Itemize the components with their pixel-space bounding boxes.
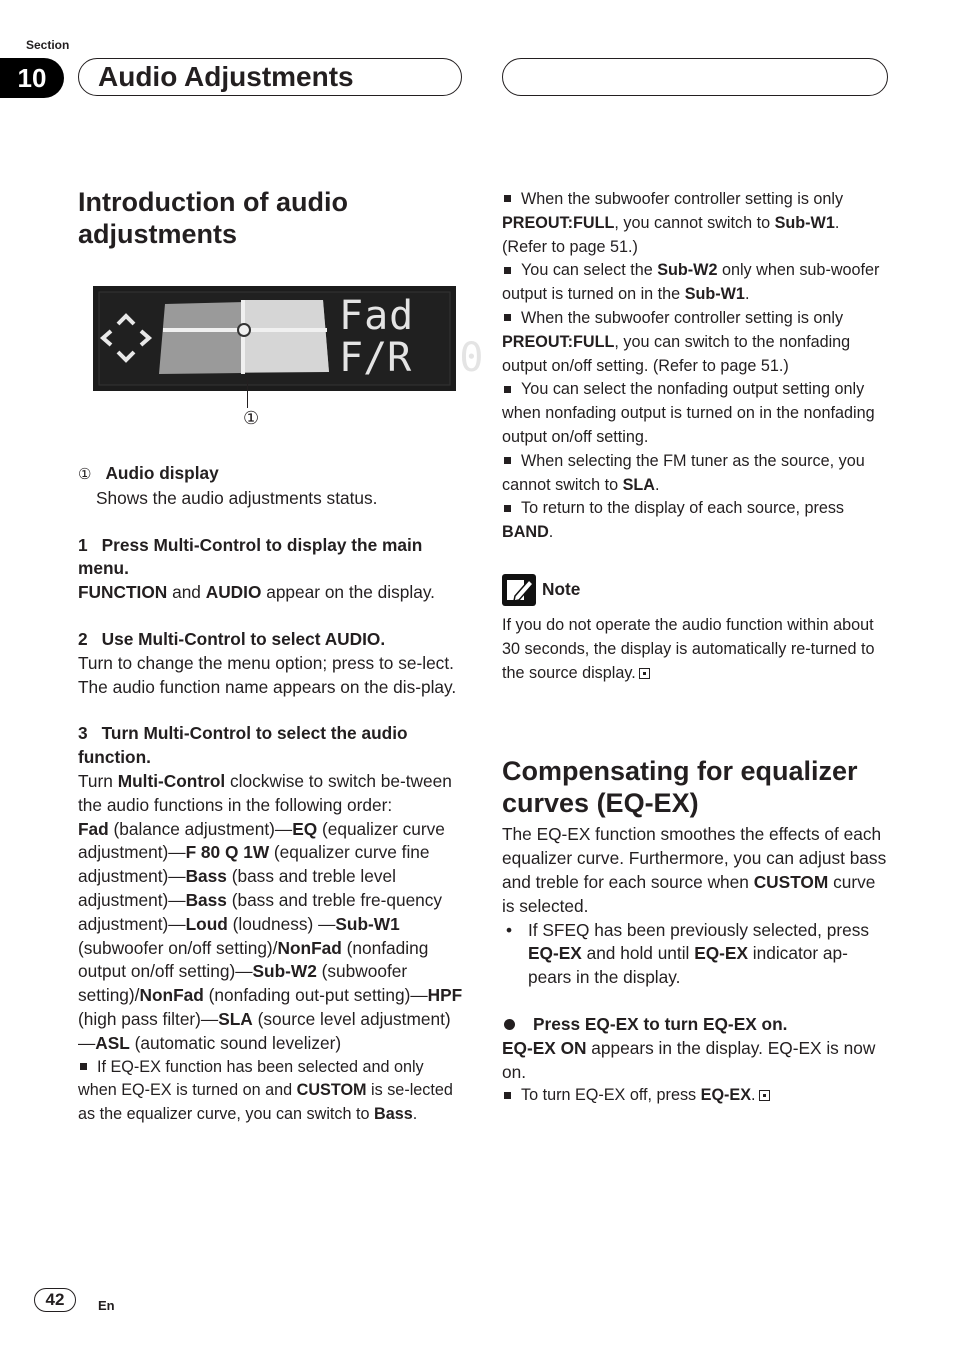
order-function-name: Bass bbox=[185, 866, 227, 887]
right-note-3: When the subwoofer controller setting is only PREOUT:FULL, you can switch to the nonfading output on/off setting. (Refer to page 51.) bbox=[502, 308, 851, 375]
page-title: Audio Adjustments bbox=[98, 61, 354, 92]
callout-marker-label: ① bbox=[78, 466, 92, 483]
order-function-name: SLA bbox=[218, 1008, 253, 1029]
callout-label: Audio display bbox=[105, 463, 219, 483]
callout-line bbox=[247, 378, 248, 408]
order-function-desc: (loudness) — bbox=[227, 913, 336, 934]
order-function-name: NonFad bbox=[139, 985, 204, 1006]
order-function-desc: (bass and treble fre-quency adjustment)— bbox=[78, 889, 443, 934]
left-column bbox=[78, 186, 464, 250]
note-heading: Note bbox=[542, 579, 581, 600]
press-body: EQ-EX ON appears in the display. EQ-EX is now on. bbox=[502, 1037, 876, 1082]
section-number: 10 bbox=[0, 58, 64, 98]
display-text-line1: Fad bbox=[339, 293, 415, 339]
step2-title: Use Multi-Control to select AUDIO. bbox=[101, 628, 386, 649]
right-note-5: When selecting the FM tuner as the source, you cannot switch to SLA. bbox=[502, 451, 865, 494]
right-note-2: You can select the Sub-W2 only when sub-woofer output is turned on in the Sub-W1. bbox=[502, 261, 880, 304]
order-function-desc: (high pass filter)— bbox=[78, 1008, 219, 1029]
step2-body1: Turn to change the menu option; press to se-lect. bbox=[78, 652, 454, 673]
left-text bbox=[78, 462, 464, 1127]
step-dot-icon bbox=[504, 1019, 515, 1030]
step2-body2: The audio function name appears on the dis-play. bbox=[78, 676, 457, 697]
order-function-desc: (balance adjustment)— bbox=[108, 818, 293, 839]
header-empty-frame bbox=[502, 58, 888, 96]
bullet-square-icon bbox=[504, 457, 511, 464]
function-order bbox=[78, 818, 464, 1056]
end-mark-icon bbox=[639, 668, 650, 679]
right-notes bbox=[502, 188, 888, 545]
order-function-desc: (subwoofer on/off setting)/ bbox=[78, 937, 278, 958]
intro-heading: Introduction of audio adjustments bbox=[78, 187, 348, 249]
order-function-name: EQ bbox=[292, 818, 318, 839]
bullet-square-icon bbox=[504, 314, 511, 321]
order-function-desc: (source level adjustment)— bbox=[78, 1008, 451, 1053]
end-mark-icon bbox=[759, 1090, 770, 1101]
step1-body: FUNCTION and AUDIO appear on the display. bbox=[78, 582, 435, 603]
note-header bbox=[502, 574, 888, 606]
step3-title: Turn Multi-Control to select the audio function. bbox=[78, 723, 408, 768]
order-function-desc: (automatic sound levelizer) bbox=[129, 1032, 342, 1053]
step3-body: Turn Multi-Control clockwise to switch be-tween the audio functions in the following order: bbox=[78, 770, 452, 815]
callout-marker: ① bbox=[243, 408, 260, 428]
order-function-desc: (subwoofer setting)/ bbox=[78, 961, 408, 1006]
right-column bbox=[502, 188, 888, 1108]
bullet-square-icon bbox=[504, 195, 511, 202]
right-note-4: You can select the nonfading output setting only when nonfading output is turned on in the nonfading output on/off setting. bbox=[502, 380, 875, 446]
step1-num: 1 bbox=[78, 534, 88, 555]
order-function-desc: (equalizer curve fine adjustment)— bbox=[78, 842, 430, 887]
order-function-desc: (equalizer curve adjustment)— bbox=[78, 818, 445, 863]
note-pencil-icon bbox=[502, 574, 536, 606]
callout-desc: Shows the audio adjustments status. bbox=[96, 487, 378, 508]
order-function-name: Bass bbox=[185, 889, 227, 910]
note-body: If you do not operate the audio function within about 30 seconds, the display is automatically re-turned to the source display. bbox=[502, 615, 875, 682]
order-function-name: Fad bbox=[78, 818, 109, 839]
bullet-square-icon bbox=[504, 1092, 511, 1099]
eq-bullet: • If SFEQ has been previously selected, press EQ-EX and hold until EQ-EX indicator ap-pears in the display. bbox=[502, 919, 888, 990]
bullet-square-icon bbox=[504, 267, 511, 274]
order-function-desc: (nonfading output on/off setting)— bbox=[78, 937, 429, 982]
right-note-6: To return to the display of each source, press BAND. bbox=[502, 499, 845, 542]
step1-title: Press Multi-Control to display the main menu. bbox=[78, 534, 423, 579]
bullet-square-icon bbox=[80, 1063, 87, 1070]
bullet-square-icon bbox=[504, 505, 511, 512]
bullet-square-icon bbox=[504, 386, 511, 393]
press-step: Press EQ-EX to turn EQ-EX on. bbox=[502, 1013, 888, 1037]
eq-body: The EQ-EX function smoothes the effects of each equalizer curve. Furthermore, you can adjust bass and treble for each source when CUSTOM curve is selected. bbox=[502, 824, 887, 916]
order-function-name: Sub-W1 bbox=[335, 913, 400, 934]
language-label: En bbox=[98, 1298, 115, 1313]
order-function-desc: (bass and treble level adjustment)— bbox=[78, 866, 396, 910]
display-text-line2: F/R 0 bbox=[339, 335, 484, 381]
order-function-name: F 80 Q 1W bbox=[185, 842, 270, 863]
note-eq-ex: If EQ-EX function has been selected and only when EQ-EX is turned on and CUSTOM is se-lected as the equalizer curve, you can switch to Bass. bbox=[78, 1057, 453, 1124]
bullet-dot-icon: • bbox=[506, 919, 513, 940]
order-function-name: NonFad bbox=[277, 937, 342, 958]
order-function-name: Sub-W2 bbox=[252, 961, 317, 982]
order-function-name: ASL bbox=[95, 1032, 130, 1053]
page-number: 42 bbox=[34, 1288, 76, 1312]
order-function-desc: (nonfading out-put setting)— bbox=[203, 985, 428, 1006]
step2-num: 2 bbox=[78, 628, 88, 649]
section-label: Section bbox=[26, 38, 70, 52]
eq-heading: Compensating for equalizer curves (EQ-EX) bbox=[502, 756, 858, 819]
right-note-1: When the subwoofer controller setting is only PREOUT:FULL, you cannot switch to Sub-W1. (Refer to page 51.) bbox=[502, 190, 844, 256]
audio-display-illustration bbox=[93, 286, 484, 391]
order-function-name: Loud bbox=[185, 913, 228, 934]
order-function-name: HPF bbox=[427, 985, 463, 1006]
eq-off-note: To turn EQ-EX off, press EQ-EX. bbox=[502, 1084, 888, 1108]
step3-num: 3 bbox=[78, 723, 88, 744]
